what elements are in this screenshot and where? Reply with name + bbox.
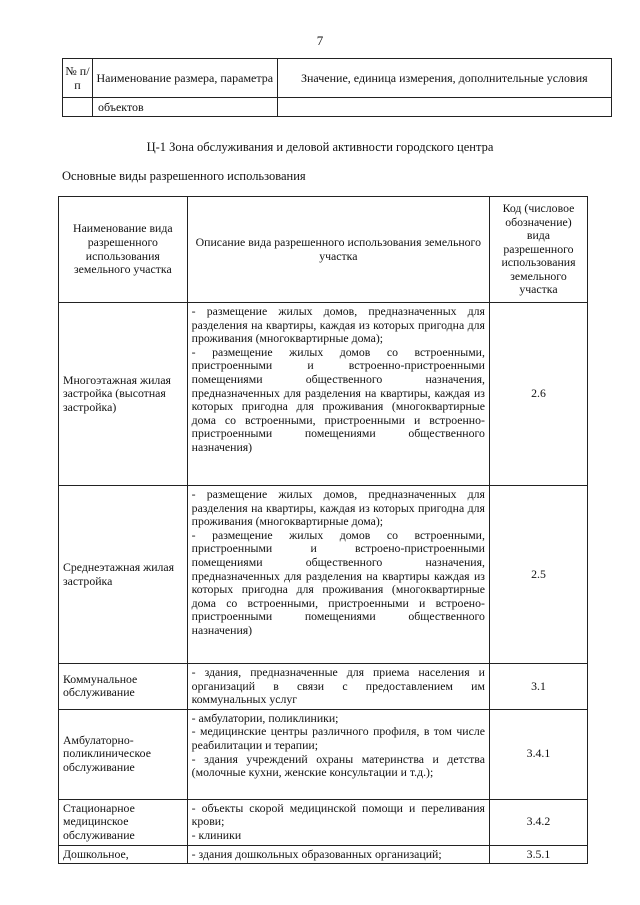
table-row <box>59 303 588 486</box>
use-name: Многоэтажная жилая застройка (высотная застройка) <box>59 303 188 486</box>
use-name: Амбулаторно-поликлиническое обслуживание <box>59 709 188 799</box>
use-description <box>187 664 489 710</box>
zone-title: Ц-1 Зона обслуживания и деловой активности городского центра <box>146 140 494 154</box>
description-item: - здания учреждений охраны материнства и детства (молочные кухни, женские консультации и т.д.); <box>191 751 485 780</box>
table-row <box>63 98 612 117</box>
use-description <box>187 303 489 486</box>
cell-parameter-name: объектов <box>92 98 277 117</box>
cell-number <box>63 98 93 117</box>
use-description <box>187 709 489 799</box>
use-code: 3.4.2 <box>489 799 587 845</box>
table-row <box>59 486 588 664</box>
description-item: - амбулатории, поликлиники; <box>191 710 339 725</box>
use-name: Стационарное медицинское обслуживание <box>59 799 188 845</box>
table-row <box>59 664 588 710</box>
use-description <box>187 486 489 664</box>
section-title: Основные виды разрешенного использования <box>62 169 306 183</box>
header-value: Значение, единица измерения, дополнительные условия <box>277 59 611 98</box>
description-item: - размещение жилых домов, предназначенных для разделения на квартиры, каждая из которых пригодна для проживания (многоквартирные дома); <box>191 487 485 529</box>
description-item: - здания, предназначенные для приема населения и организаций в связи с предоставлением им коммунальных услуг <box>191 665 485 707</box>
use-name: Дошкольное, <box>59 845 188 864</box>
use-name: Коммунальное обслуживание <box>59 664 188 710</box>
use-code: 3.1 <box>489 664 587 710</box>
table-header-row <box>63 59 612 98</box>
table-header-row <box>59 197 588 303</box>
page-number: 7 <box>316 33 324 48</box>
use-description <box>187 799 489 845</box>
cell-value <box>277 98 611 117</box>
header-use-description: Описание вида разрешенного использования земельного участка <box>187 197 489 303</box>
header-number: № п/п <box>63 59 93 98</box>
use-code: 3.4.1 <box>489 709 587 799</box>
header-use-code: Код (числовое обозначение) вида разрешенного использования земельного участка <box>489 197 587 303</box>
header-parameter-name: Наименование размера, параметра <box>92 59 277 98</box>
permitted-use-table <box>58 196 588 864</box>
description-item: - размещение жилых домов со встроенными, пристроенными и встроенно-пристроенными помещениями общественного назначения, предназначенных для разделения на квартиры, каждая из которых пригодна для проживания (многоквартирные дома со встроенными, пристроенными и встроенно-пристроенными помещениями общественного назначения) <box>191 344 485 454</box>
use-code: 3.5.1 <box>489 845 587 864</box>
description-item: - размещение жилых домов, предназначенных для разделения на квартиры, каждая из которых пригодна для проживания (многоквартирные дома); <box>191 304 485 346</box>
use-description <box>187 845 489 864</box>
description-item: - объекты скорой медицинской помощи и переливания крови; <box>191 800 485 829</box>
use-code: 2.6 <box>489 303 587 486</box>
table-row <box>59 799 588 845</box>
description-item: - здания дошкольных образованных организаций; <box>191 846 442 861</box>
description-item: - медицинские центры различного профиля, в том числе реабилитации и терапии; <box>191 724 485 752</box>
description-item: - размещение жилых домов со встроенными, пристроенными и встроено-пристроенными помещениями общественного назначения, предназначенных для разделения на квартиры каждая из которых пригодна для проживания (многоквартирные дома со встроенными, пристроенными и встроено-пристроенными помещениями общественного назначения) <box>191 527 485 637</box>
use-name: Среднеэтажная жилая застройка <box>59 486 188 664</box>
table-row <box>59 845 588 864</box>
header-use-name: Наименование вида разрешенного использования земельного участка <box>59 197 188 303</box>
table-row <box>59 709 588 799</box>
description-item: - клиники <box>191 827 242 842</box>
use-code: 2.5 <box>489 486 587 664</box>
parameters-table-continuation <box>62 58 612 117</box>
